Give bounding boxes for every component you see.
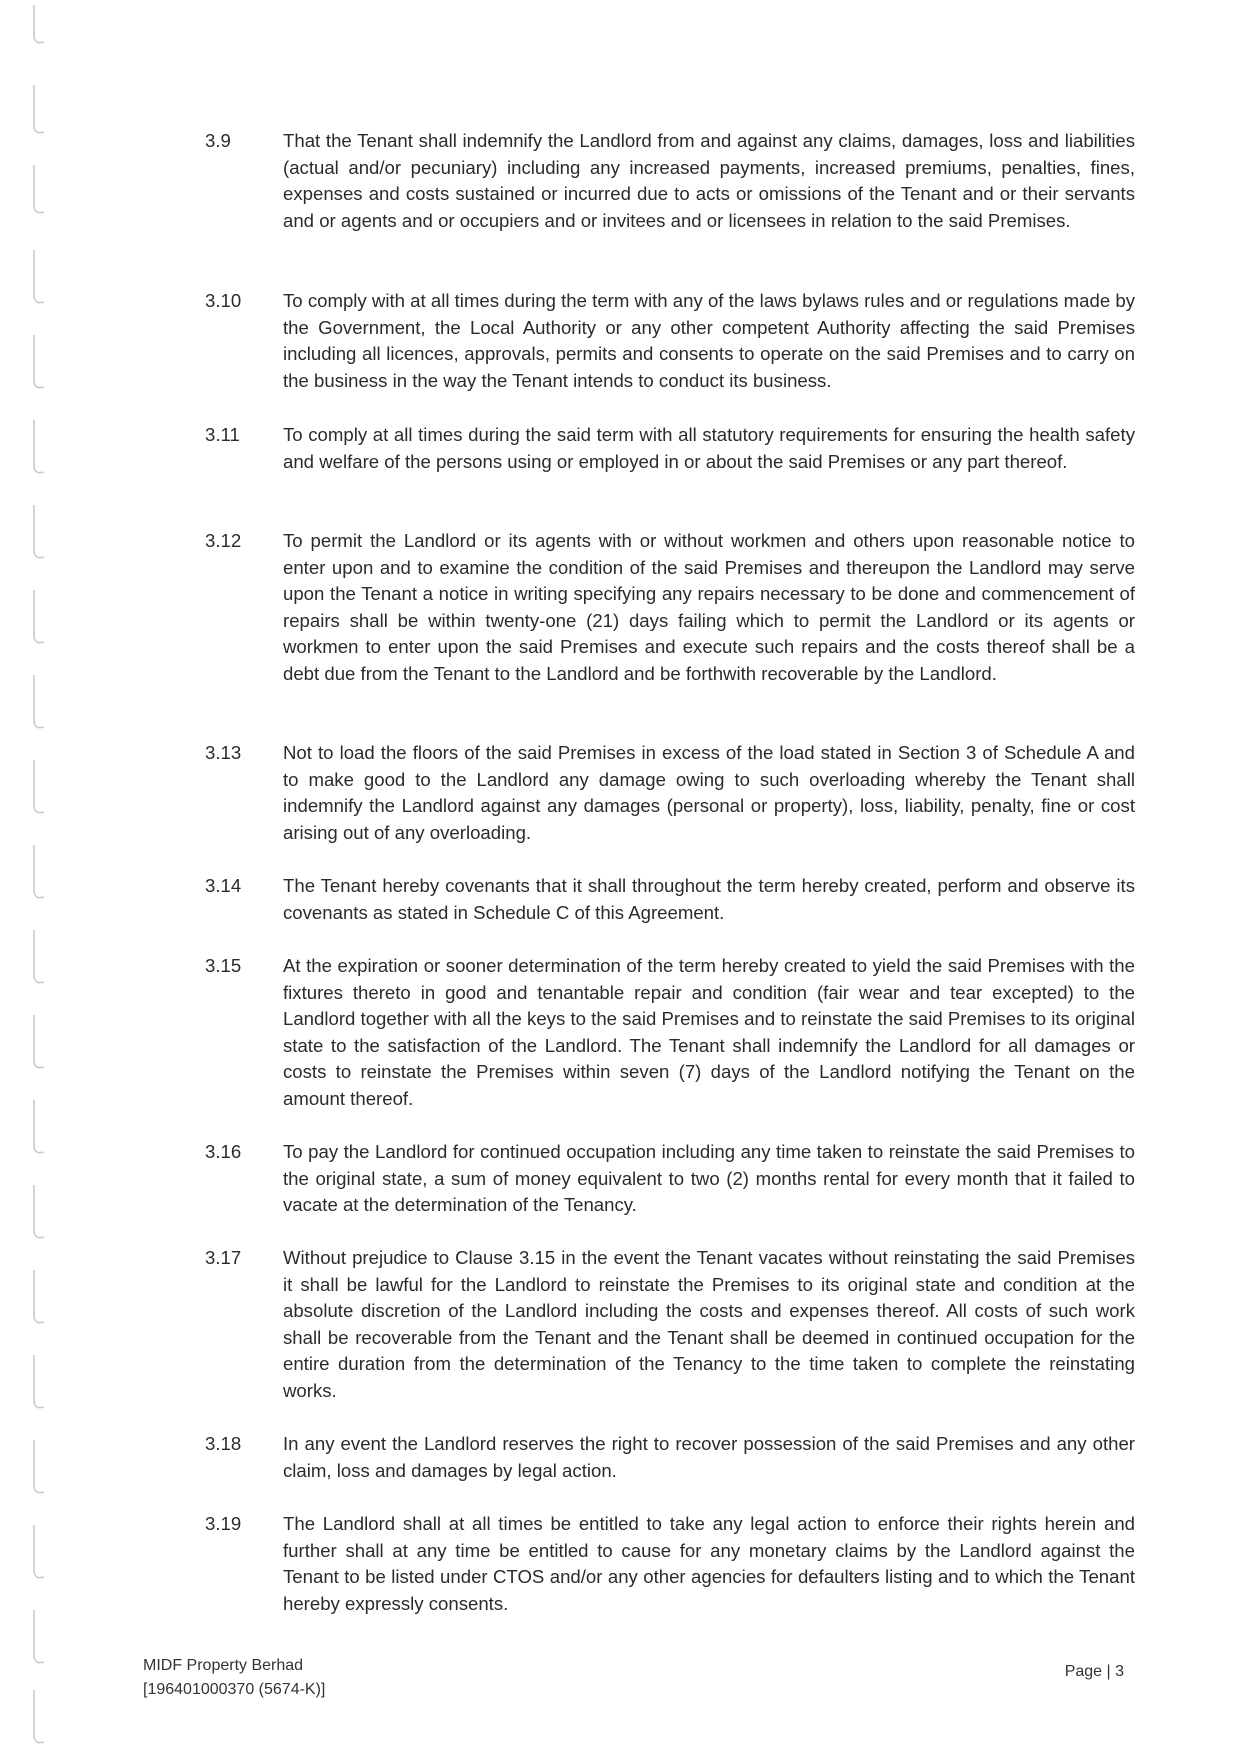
binding-rings — [14, 0, 54, 1753]
clause-text: To comply at all times during the said term with all statutory requirements for ensuring the health safety and welfare of the persons using or employed in or about the said Premises or any part thereof. — [283, 424, 1135, 472]
clause-number: 3.18 — [205, 1433, 242, 1454]
clause-number: 3.11 — [205, 424, 240, 445]
clause-text: To permit the Landlord or its agents with or without workmen and others upon reasonable notice to enter upon and to examine the condition of the said Premises and thereupon the Landlord may serve upon the Tenant a notice in writing specifying any repairs necessary to be done and commencement of repairs shall be within twenty-one (21) days failing which to permit the Landlord or its agents or workmen to enter upon the said Premises and execute such repairs and the costs thereof shall be a debt due from the Tenant to the Landlord and be forthwith recoverable by the Landlord. — [283, 530, 1135, 684]
clause-3-13 — [205, 740, 1135, 846]
clause-text: At the expiration or sooner determination of the term hereby created to yield the said Premises with the fixtures thereto in good and tenantable repair and condition (fair wear and tear excepted) to the Landlord together with all the keys to the said Premises and to reinstate the said Premises to its original state to the satisfaction of the Landlord. The Tenant shall indemnify the Landlord for all damages or costs to reinstate the Premises within seven (7) days of the Landlord notifying the Tenant on the amount thereof. — [283, 955, 1135, 1109]
clause-3-11 — [205, 422, 1135, 475]
clause-text: Not to load the floors of the said Premises in excess of the load stated in Section 3 of Schedule A and to make good to the Landlord any damage owing to such overloading whereby the Tenant shall indemnify the Landlord against any damages (personal or property), loss, liability, penalty, fine or cost arising out of any overloading. — [283, 742, 1135, 843]
page-number: Page | 3 — [1064, 1663, 1124, 1680]
clause-number: 3.10 — [205, 290, 242, 311]
clause-3-10 — [205, 288, 1135, 394]
clause-text: The Tenant hereby covenants that it shall throughout the term hereby created, perform and observe its covenants as stated in Schedule C of this Agreement. — [283, 875, 1135, 923]
clause-3-12 — [205, 528, 1135, 688]
clause-number: 3.16 — [205, 1141, 242, 1162]
clause-3-9 — [205, 128, 1135, 234]
clause-3-17 — [205, 1245, 1135, 1405]
clause-number: 3.15 — [205, 955, 242, 976]
clause-number: 3.17 — [205, 1247, 242, 1268]
clause-text: Without prejudice to Clause 3.15 in the event the Tenant vacates without reinstating the said Premises it shall be lawful for the Landlord to reinstate the Premises to its original state and condition at the absolute discretion of the Landlord including the costs and expenses thereof. All costs of such work shall be recoverable from the Tenant and the Tenant shall be deemed in continued occupation for the entire duration from the determination of the Tenancy to the time taken to complete the reinstating works. — [283, 1247, 1135, 1401]
clause-text: In any event the Landlord reserves the right to recover possession of the said Premises and any other claim, loss and damages by legal action. — [283, 1433, 1135, 1481]
clause-number: 3.12 — [205, 530, 242, 551]
clause-text: To pay the Landlord for continued occupation including any time taken to reinstate the said Premises to the original state, a sum of money equivalent to two (2) months rental for every month that it failed to vacate at the determination of the Tenancy. — [283, 1141, 1135, 1216]
clause-text: That the Tenant shall indemnify the Landlord from and against any claims, damages, loss and liabilities (actual and/or pecuniary) including any increased payments, increased premiums, penalties, fines, expenses and costs sustained or incurred due to acts or omissions of the Tenant and or their servants and or agents and or occupiers and or invitees and or licensees in relation to the said Premises. — [283, 130, 1135, 231]
clause-number: 3.9 — [205, 130, 231, 151]
clause-text: To comply with at all times during the term with any of the laws bylaws rules and or regulations made by the Government, the Local Authority or any other competent Authority affecting the said Premises including all licences, approvals, permits and consents to operate on the said Premises and to carry on the business in the way the Tenant intends to conduct its business. — [283, 290, 1135, 391]
clause-number: 3.13 — [205, 742, 242, 763]
company-registration: [196401000370 (5674-K)] — [143, 1681, 326, 1698]
clause-number: 3.19 — [205, 1513, 242, 1534]
footer-company — [143, 1654, 325, 1702]
clause-3-15 — [205, 953, 1135, 1113]
clause-3-14 — [205, 873, 1135, 926]
company-name: MIDF Property Berhad — [143, 1657, 304, 1674]
clause-3-16 — [205, 1139, 1135, 1219]
clause-3-18 — [205, 1431, 1135, 1484]
clause-number: 3.14 — [205, 875, 242, 896]
clause-text: The Landlord shall at all times be entitled to take any legal action to enforce their rights herein and further shall at any time be entitled to cause for any monetary claims by the Landlord against the Tenant to be listed under CTOS and/or any other agencies for defaulters listing and to which the Tenant hereby expressly consents. — [283, 1513, 1135, 1614]
clause-3-19 — [205, 1511, 1135, 1617]
